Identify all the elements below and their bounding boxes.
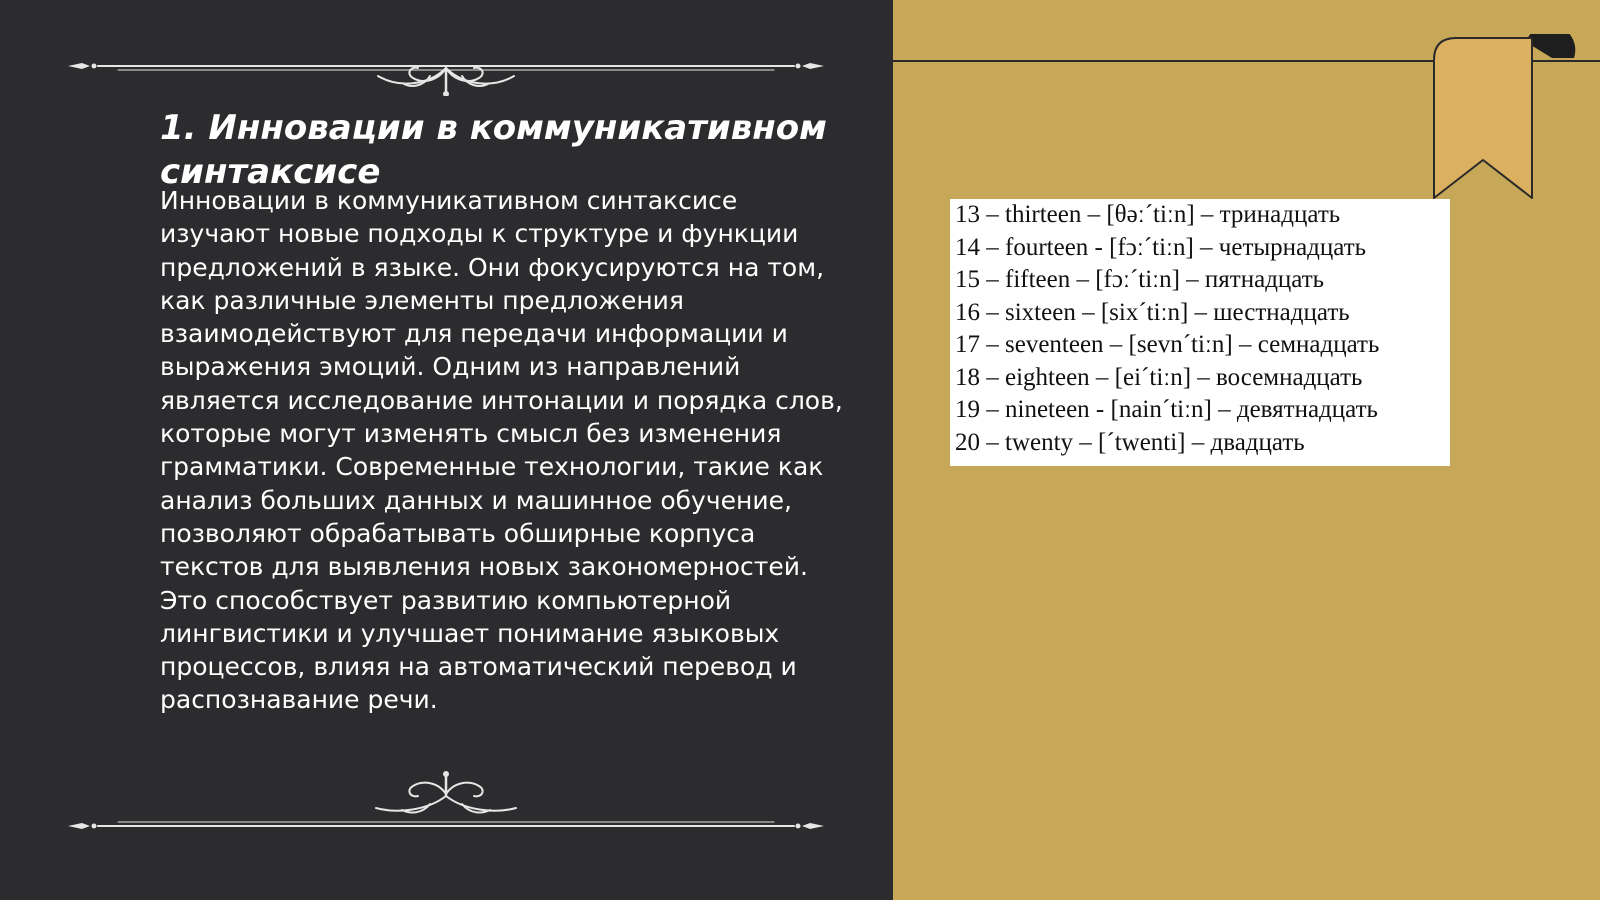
number-row: 18 – eighteen – [eiˊtiːn] – восемнадцать bbox=[955, 363, 1363, 391]
number-row: 20 – twenty – [ˊtwenti] – двадцать bbox=[955, 428, 1305, 456]
slide-title: 1. Инновации в коммуникативном синтаксисе bbox=[160, 108, 827, 192]
numbers-list bbox=[955, 199, 1450, 459]
number-row: 17 – seventeen – [sevnˊtiːn] – семнадцать bbox=[955, 331, 1380, 358]
number-row: 16 – sixteen – [sixˊtiːn] – шестнадцать bbox=[955, 298, 1350, 326]
numbers-table bbox=[950, 199, 1450, 466]
bottom-ornament bbox=[68, 770, 824, 830]
top-ornament bbox=[68, 36, 824, 96]
slide-body-text: Инновации в коммуникативном синтаксисе изучают новые подходы к структуре и функции предложений в языке. Они фокусируются на том, как различные элементы предложения взаимодействуют для передачи информации и выражения эмоций. Одним из направлений является исследование интонации и порядка слов, которые могут изменять смысл без изменения грамматики. Современные технологии, такие как анализ больших данных и машинное обучение, позволяют обрабатывать обширные корпуса текстов для выявления новых закономерностей. Это способствует развитию компьютерной лингвистики и улучшает понимание языковых процессов, влияя на автоматический перевод и распознавание речи. bbox=[160, 186, 843, 715]
bookmark-ribbon-icon bbox=[1432, 34, 1592, 199]
number-row: 13 – thirteen – [θəːˊtiːn] – тринадцать bbox=[955, 201, 1341, 228]
number-row: 15 – fifteen – [fɔːˊtiːn] – пятнадцать bbox=[955, 266, 1325, 293]
number-row: 19 – nineteen - [nainˊtiːn] – девятнадцать bbox=[955, 396, 1378, 423]
number-row: 14 – fourteen - [fɔːˊtiːn] – четырнадцать bbox=[955, 233, 1367, 261]
